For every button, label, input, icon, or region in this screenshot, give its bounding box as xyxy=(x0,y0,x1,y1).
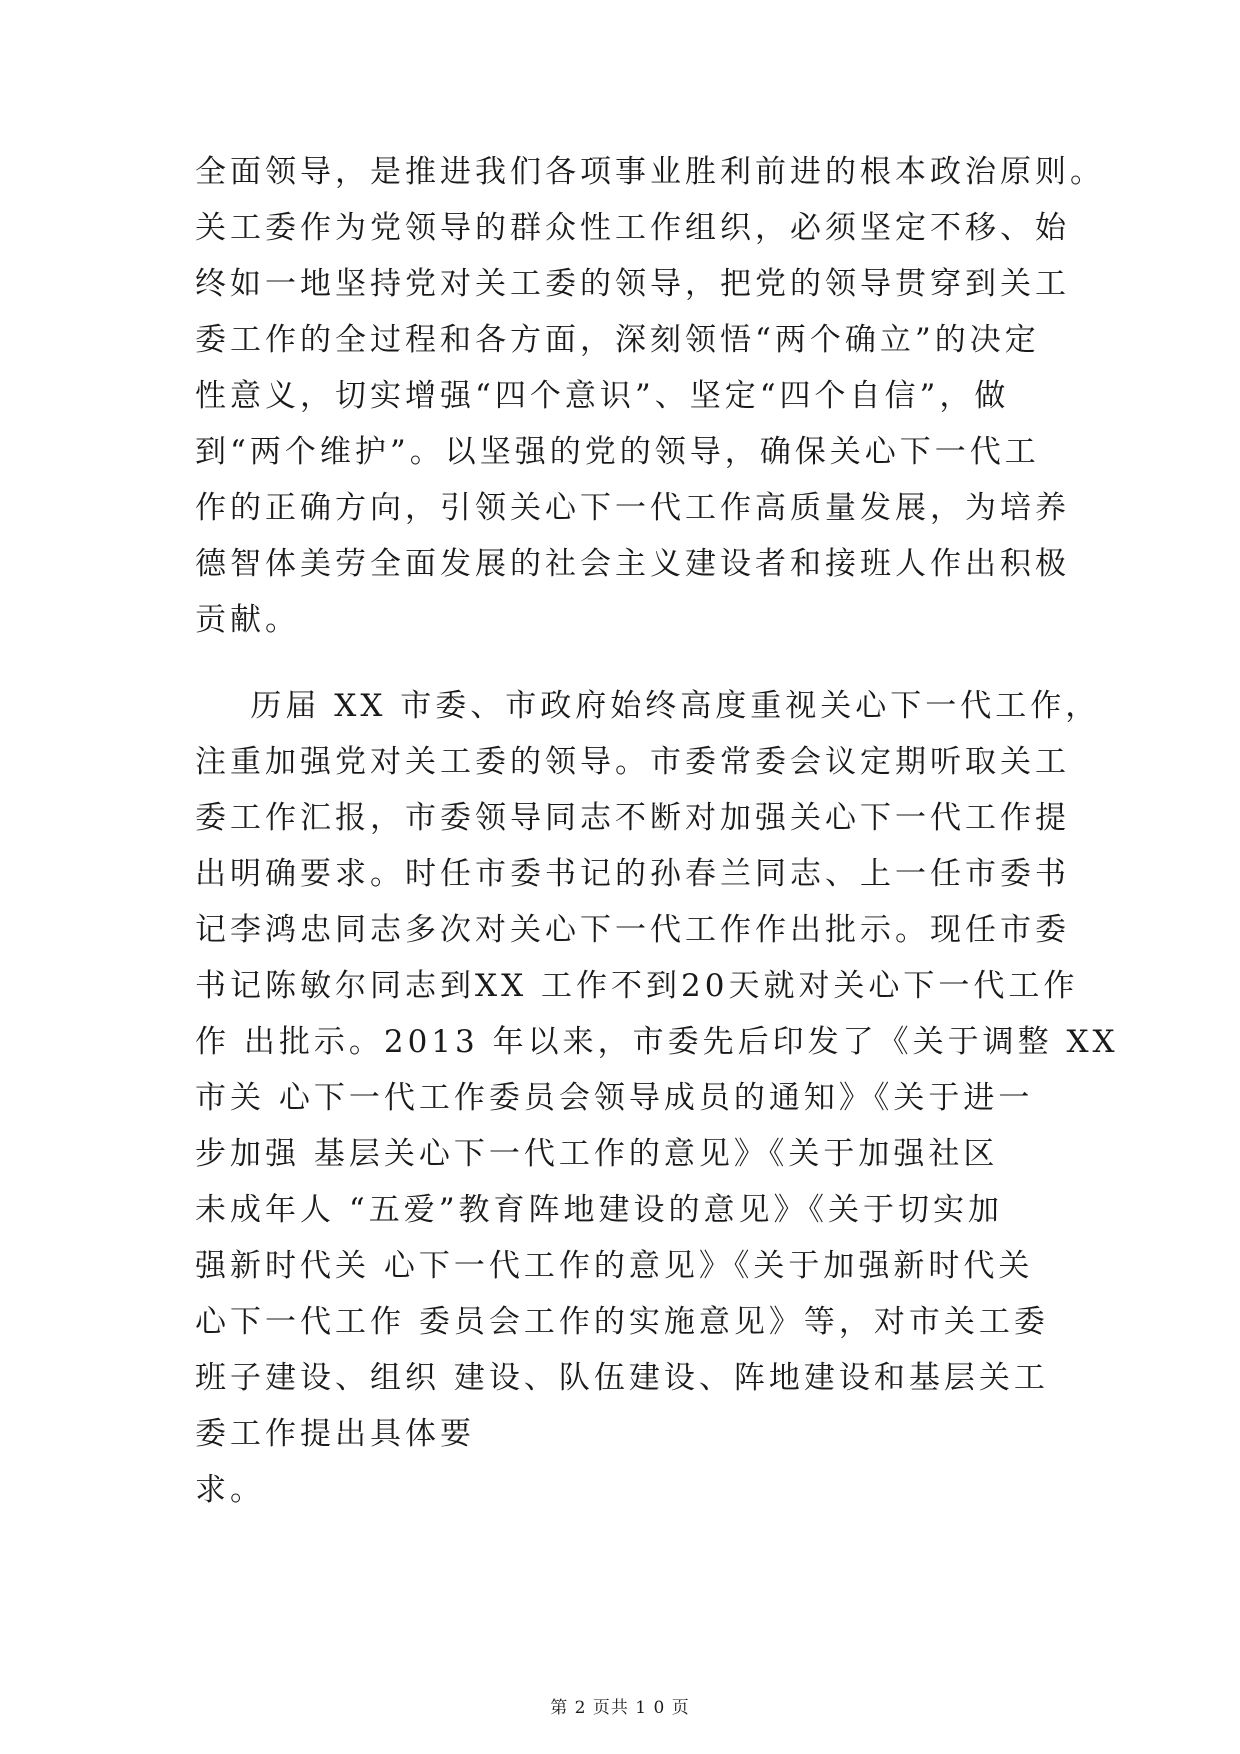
text-line: 历届 XX 市委、市政府始终高度重视关心下一代工作， xyxy=(195,688,1101,724)
text-line: 全面领导，是推进我们各项事业胜利前进的根本政治原则。 xyxy=(195,154,1105,190)
text-line: 委工作的全过程和各方面，深刻领悟“两个确立”的决定 xyxy=(195,322,1040,358)
text-line: 求。 xyxy=(195,1472,265,1508)
text-line: 委工作汇报，市委领导同志不断对加强关心下一代工作提 xyxy=(195,800,1070,836)
text-line: 心下一代工作 委员会工作的实施意见》等，对市关工委 xyxy=(195,1304,1049,1340)
text-line: 作的正确方向，引领关心下一代工作高质量发展，为培养 xyxy=(195,490,1070,526)
text-line: 未成年人 “五爱”教育阵地建设的意见》《关于切实加 xyxy=(195,1192,1004,1228)
text-line: 强新时代关 心下一代工作的意见》《关于加强新时代关 xyxy=(195,1248,1034,1284)
text-line: 市关 心下一代工作委员会领导成员的通知》《关于进一 xyxy=(195,1080,1034,1116)
text-line: 出明确要求。时任市委书记的孙春兰同志、上一任市委书 xyxy=(195,856,1070,892)
text-line: 步加强 基层关心下一代工作的意见》《关于加强社区 xyxy=(195,1136,999,1172)
text-line: 贡献。 xyxy=(195,602,300,638)
text-line: 到“两个维护”。以坚强的党的领导，确保关心下一代工 xyxy=(195,434,1040,470)
text-line: 记李鸿忠同志多次对关心下一代工作作出批示。现任市委 xyxy=(195,912,1070,948)
text-line: 注重加强党对关工委的领导。市委常委会议定期听取关工 xyxy=(195,744,1070,780)
text-line: 书记陈敏尔同志到XX 工作不到20天就对关心下一代工作 xyxy=(195,968,1079,1004)
text-line: 性意义，切实增强“四个意识”、坚定“四个自信”，做 xyxy=(195,378,1010,414)
page-number: 第 2 页共 1 0 页 xyxy=(550,1698,690,1718)
text-line: 作 出批示。2013 年以来，市委先后印发了《关于调整 XX xyxy=(195,1024,1119,1060)
text-line: 关工委作为党领导的群众性工作组织，必须坚定不移、始 xyxy=(195,210,1070,246)
text-line: 班子建设、组织 建设、队伍建设、阵地建设和基层关工 xyxy=(195,1360,1049,1396)
text-line: 德智体美劳全面发展的社会主义建设者和接班人作出积极 xyxy=(195,546,1070,582)
text-line: 委工作提出具体要 xyxy=(195,1416,475,1452)
text-line: 终如一地坚持党对关工委的领导，把党的领导贯穿到关工 xyxy=(195,266,1070,302)
